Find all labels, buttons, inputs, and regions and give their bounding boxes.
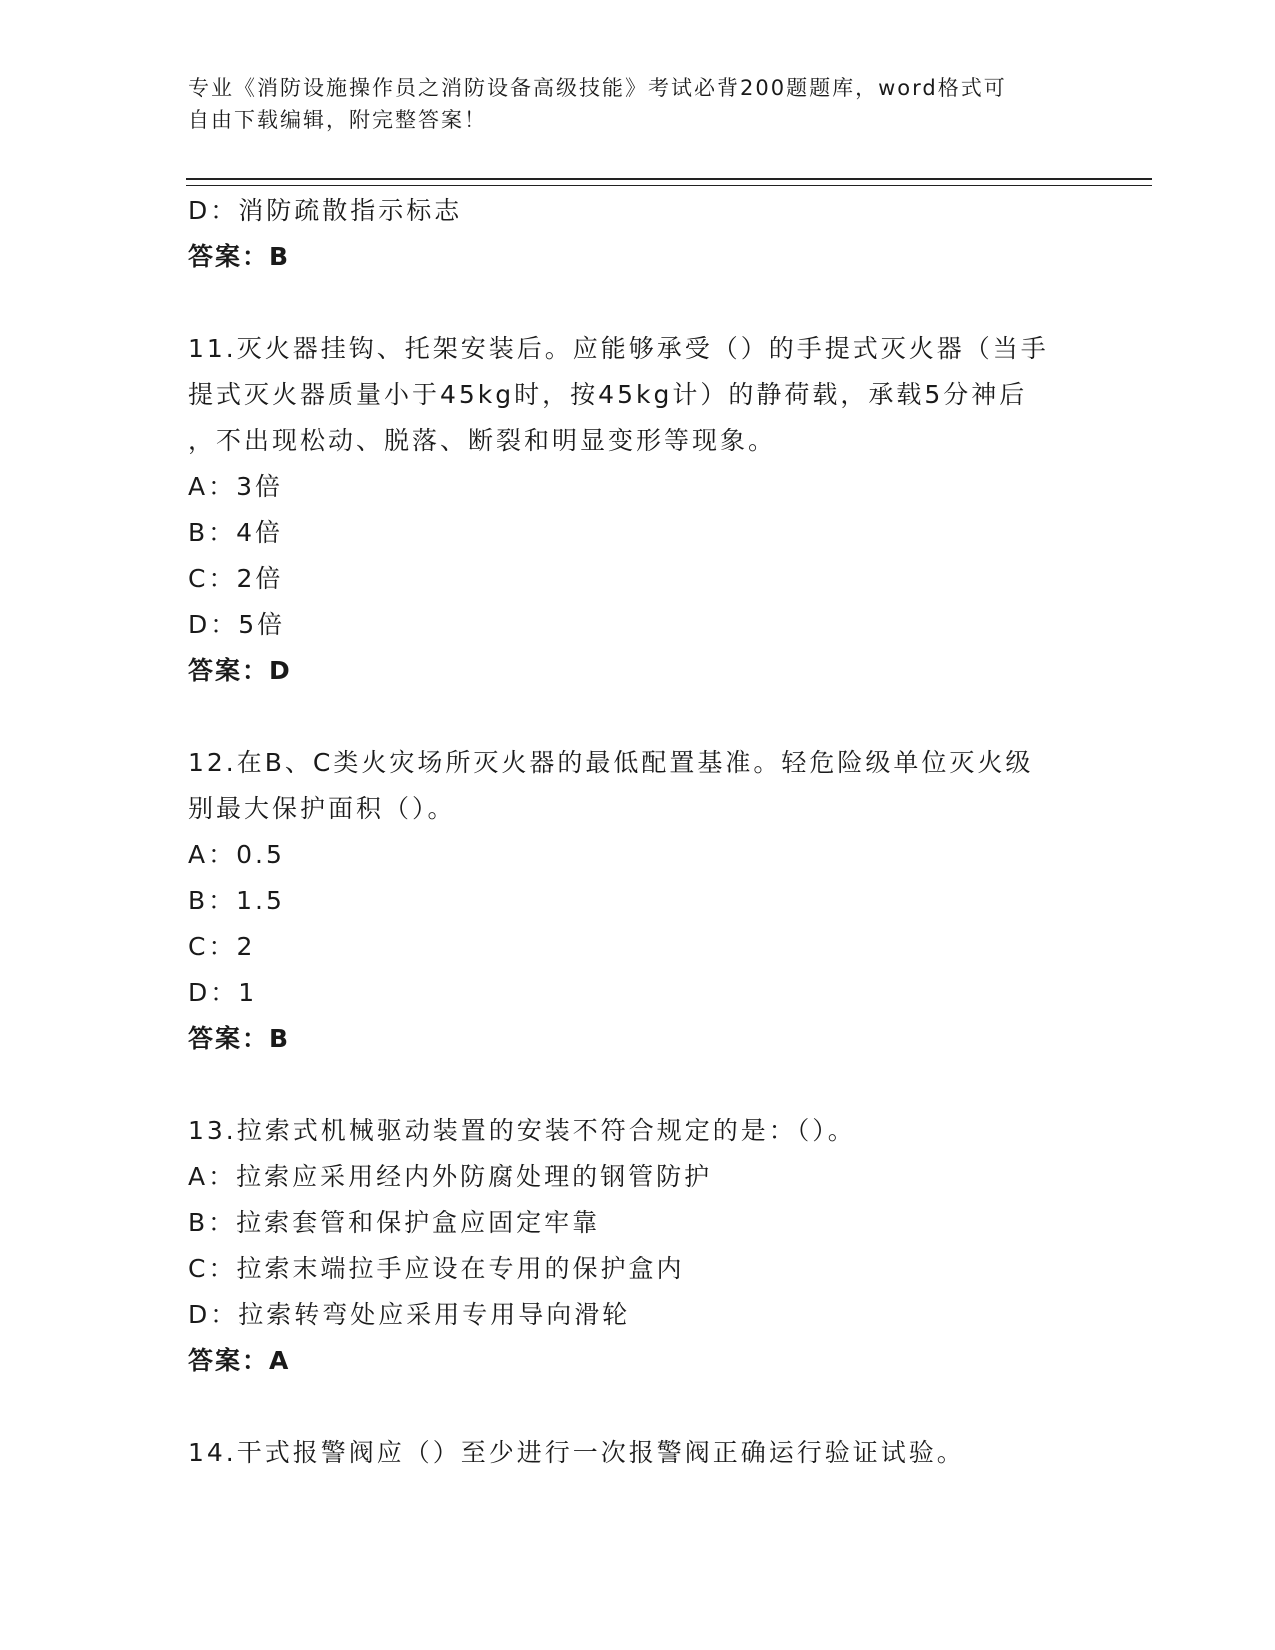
option-b: B：4倍 (188, 518, 284, 547)
header-line-1: 专业《消防设施操作员之消防设备高级技能》考试必背200题题库，word格式可 (188, 76, 1007, 100)
question-14 (188, 1430, 1088, 1476)
option-c: C：拉索末端拉手应设在专用的保护盒内 (188, 1254, 685, 1283)
header-rule (186, 178, 1152, 186)
document-body (188, 188, 1088, 1476)
option-a: A：0.5 (188, 840, 285, 869)
answer: 答案：B (188, 1024, 291, 1053)
question-13 (188, 1108, 1088, 1384)
option-b: B：拉索套管和保护盒应固定牢靠 (188, 1208, 601, 1237)
question-text: 13.拉索式机械驱动装置的安装不符合规定的是：（）。 (188, 1116, 856, 1145)
page-header (188, 72, 1088, 136)
answer: 答案：A (188, 1346, 291, 1375)
option-d: D：5倍 (188, 610, 286, 639)
option-c: C：2 (188, 932, 256, 961)
question-text: 12.在B、C类火灾场所灭火器的最低配置基准。轻危险级单位灭火级 (188, 748, 1034, 777)
question-11 (188, 326, 1088, 694)
answer: 答案：B (188, 242, 291, 271)
question-text: 提式灭火器质量小于45kg时，按45kg计）的静荷载，承载5分神后 (188, 380, 1028, 409)
question-text: 别最大保护面积（）。 (188, 794, 456, 823)
question-text: ，不出现松动、脱落、断裂和明显变形等现象。 (188, 426, 777, 455)
option-a: A：拉索应采用经内外防腐处理的钢管防护 (188, 1162, 713, 1191)
question-text: 11.灭火器挂钩、托架安装后。应能够承受（）的手提式灭火器（当手 (188, 334, 1049, 363)
question-text: 14.干式报警阀应（）至少进行一次报警阀正确运行验证试验。 (188, 1438, 965, 1467)
question-12 (188, 740, 1088, 1062)
option-b: B：1.5 (188, 886, 285, 915)
option-a: A：3倍 (188, 472, 284, 501)
option-c: C：2倍 (188, 564, 284, 593)
answer: 答案：D (188, 656, 292, 685)
question-10-tail (188, 188, 1088, 280)
option-d: D：拉索转弯处应采用专用导向滑轮 (188, 1300, 631, 1329)
option-d: D：消防疏散指示标志 (188, 196, 463, 225)
header-line-2: 自由下载编辑，附完整答案！ (188, 108, 487, 132)
option-d: D：1 (188, 978, 258, 1007)
